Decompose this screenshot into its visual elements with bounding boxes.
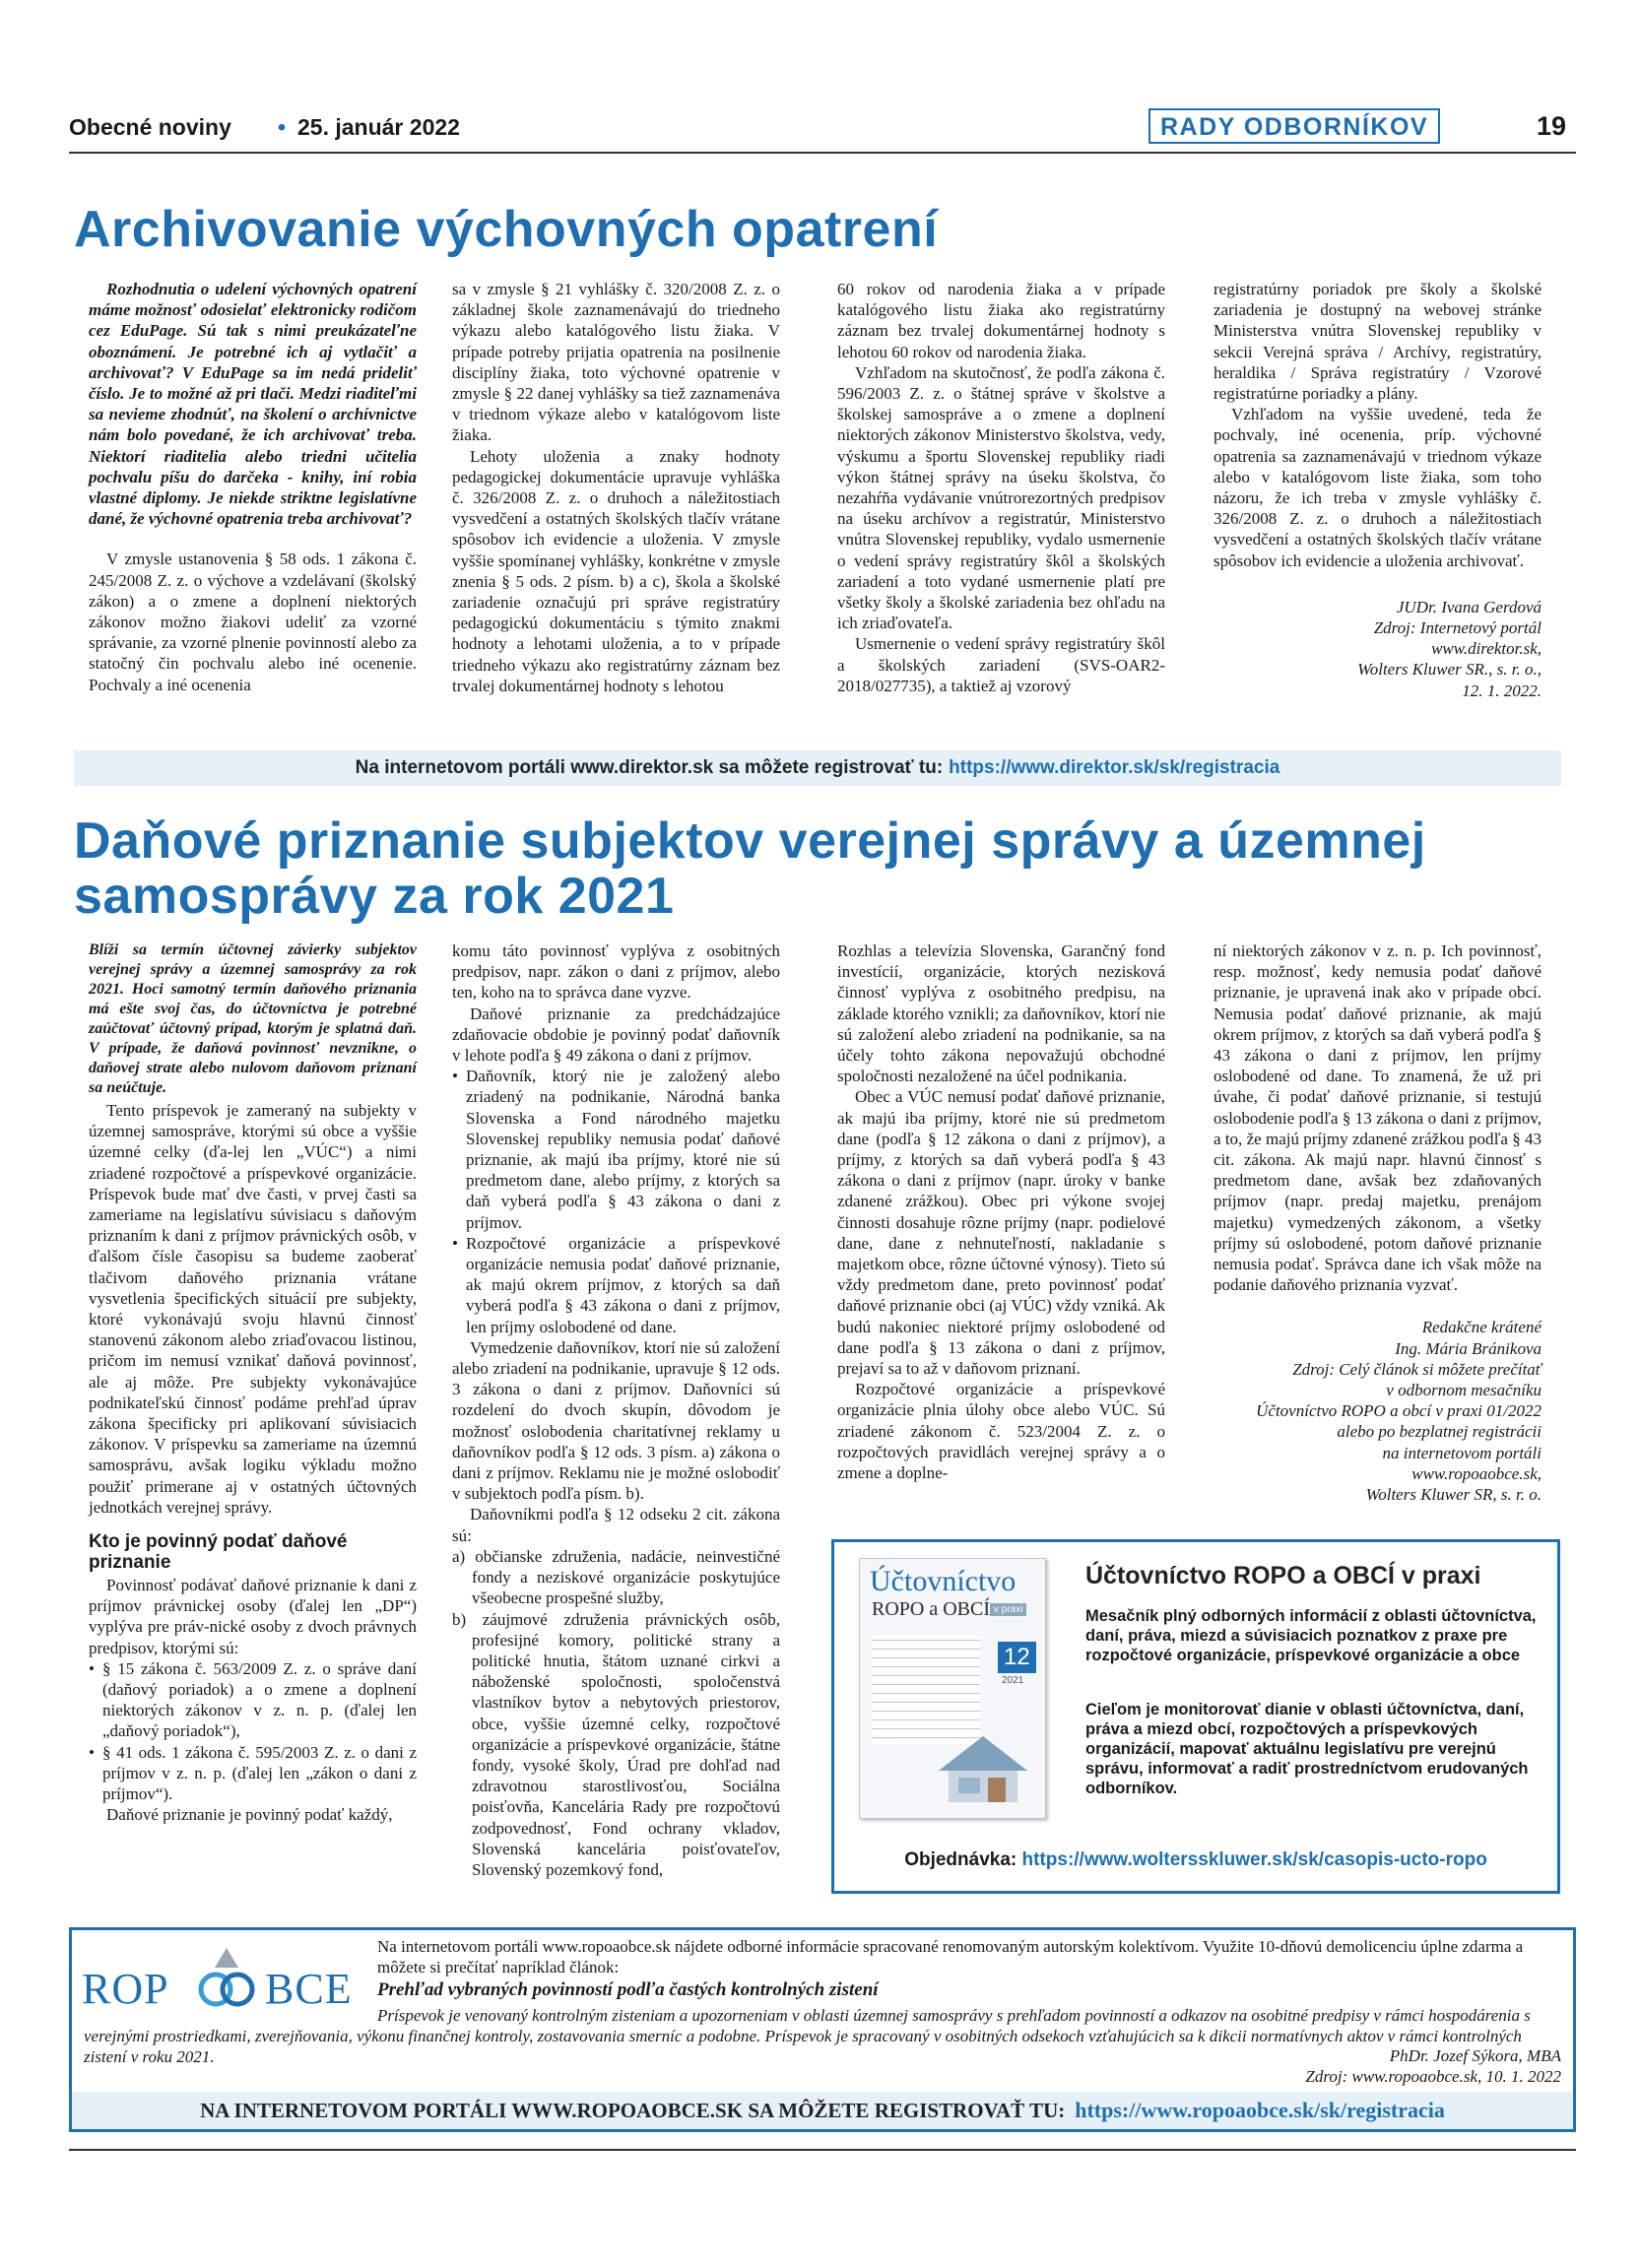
header-separator: •: [278, 114, 287, 140]
article1-col2: [452, 279, 780, 696]
promo-author: PhDr. Jozef Sýkora, MBA: [1389, 2046, 1561, 2065]
article2-paragraph: Vymedzenie daňovníkov, ktorí nie sú založení alebo zriadení na podnikanie, upravuje § 12 ods. 3 zákona o dani z príjmov. Daňovníci sú rozdelení do dvoch skupín, dôvodom je možnosť oslobodenia charitatívnej reklamy u daňovníkov podľa § 12 ods. 3 písm. a) zákona o dani z príjmov. Reklamu nie je možné oslobodiť v subjektoch podľa písm. b).: [452, 1337, 780, 1504]
logo-text: ROP: [82, 1965, 169, 2013]
promo-headline: Prehľad vybraných povinností podľa častých kontrolných zistení: [377, 1979, 879, 2000]
magazine-cover: [859, 1558, 1046, 1819]
header-rule: [69, 152, 1576, 154]
list-item: • § 15 zákona č. 563/2009 Z. z. o správe daní (daňový poriadok) a o zmene a doplnení niektorých zákonov v z. n. p. (ďalej len „daňový poriadok“),: [89, 1658, 417, 1742]
ad-description: Mesačník plný odborných informácií z oblasti účtovníctva, daní, práva, miezd a súvisiacich poznatkov z praxe pre rozpočtové organizácie, príspevkové organizácie a obce: [1085, 1607, 1537, 1664]
article2-paragraph: Rozpočtové organizácie a príspevkové organizácie plnia úlohy obce alebo VÚC. Sú zriadené zákonom č. 523/2004 Z. z. o rozpočtových pravidlách verejnej správy a o zmene a doplne-: [837, 1380, 1165, 1483]
article2-paragraph: Rozhlas a televízia Slovenska, Garančný fond investícií, organizácie, ktorých nezisková činnosť vyplýva z osobitného predpisu, na základe ktorého vznikli; za daňovníkov, ktorí nie sú založení alebo zriadení na podnikanie, sa na účely tohto zákona nepovažujú obchodné spoločnosti nezaložené na účel podnikania.: [837, 941, 1165, 1086]
article2-subheading: Kto je povinný podať daňové priznanie: [89, 1531, 348, 1574]
article2-paragraph: Daňovníkmi podľa § 12 odseku 2 cit. zákona sú:: [452, 1505, 780, 1545]
cover-title: Účtovníctvo: [870, 1565, 1017, 1597]
signature-line: na internetovom portáli: [1382, 1443, 1542, 1462]
signature-line: Zdroj: Celý článok si môžete prečítať: [1292, 1359, 1542, 1379]
article2-title-line: samosprávy za rok 2021: [74, 868, 675, 925]
article2-col3: [837, 940, 1165, 1483]
page-number: 19: [1537, 111, 1567, 141]
section-label: RADY ODBORNÍKOV: [1148, 108, 1440, 144]
article2-bullet-list: [452, 1066, 780, 1337]
article2-bullet-list: [89, 1658, 417, 1804]
article1-col3: [837, 279, 1165, 696]
signature-line: Wolters Kluwer SR, s. r. o.: [1365, 1485, 1542, 1505]
article2-paragraph: Daňové priznanie za predchádzajúce zdaňovacie obdobie je povinný podať daňovník v lehote podľa § 49 zákona o dani z príjmov.: [452, 1004, 780, 1066]
article2-paragraph: Daňové priznanie je povinný podať každý,: [106, 1805, 393, 1825]
cover-year: 2021: [1002, 1675, 1024, 1686]
article2-paragraph: Povinnosť podávať daňové priznanie k dani z príjmov právnickej osoby (ďalej len „DP“) vyplýva pre práv-nické osoby z dvoch právnych predpisov, ktorými sú:: [89, 1576, 417, 1657]
footer-rule: [69, 2149, 1576, 2151]
article2-col1: [89, 940, 417, 1826]
cover-badge: v praxi: [990, 1603, 1026, 1616]
article1-paragraph: 60 rokov od narodenia žiaka a v prípade katalógového listu žiaka ako registratúrny záznam bez trvalej dokumentárnej hodnoty s lehotou 60 rokov od narodenia žiaka.: [837, 280, 1165, 361]
signature-line: Účtovníctvo ROPO a obcí v praxi 01/2022: [1256, 1401, 1542, 1421]
article2-list-b: b) záujmové združenia právnických osôb, profesijné komory, politické strany a politické hnutia, štátom uznané cirkvi a náboženské spoločnosti, spoločenstvá vlastníkov bytov a nebytových priestorov, obce, vyššie územné celky, rozpočtové organizácie a príspevkové organizácie, štátne fondy, vysoké školy, Úrad pre dohľad nad zdravotnou starostlivosťou, Sociálna poisťovňa, Kancelária Rady pre rozpočtovú zodpovednosť, Fond ochrany vkladov, Slovenská kancelária poisťovateľov, Slovenský pozemkový fond,: [452, 1609, 780, 1879]
article2-col4: [1214, 940, 1542, 1505]
paper-name: Obecné noviny: [69, 114, 231, 140]
order-label: Objednávka:: [904, 1849, 1017, 1870]
cover-house-icon: [929, 1726, 1037, 1805]
article1-title: Archivovanie výchovných opatrení: [74, 201, 939, 258]
promo-source: Zdroj: www.ropoaobce.sk, 10. 1. 2022: [1305, 2067, 1561, 2086]
list-item: • Rozpočtové organizácie a príspevkové organizácie nemusia podať daňové priznanie, ak majú okrem príjmov, z ktorých sa daň vyberá podľa § 43 zákona o dani z príjmov, len príjmy oslobodené od dane.: [452, 1233, 780, 1337]
order-link[interactable]: https://www.woltersskluwer.sk/sk/casopis-ucto-ropo: [1021, 1849, 1487, 1870]
list-item: • § 41 ods. 1 zákona č. 595/2003 Z. z. o dani z príjmov v z. n. p. (ďalej len „zákon o dani z príjmov“).: [89, 1742, 417, 1805]
registration-text: Na internetovom portáli www.direktor.sk sa môžete registrovať tu:: [355, 757, 944, 778]
article2-col2: [452, 940, 780, 1880]
signature-line: Ing. Mária Bránikova: [1395, 1338, 1542, 1358]
article2-paragraph: ní niektorých zákonov v z. n. p. Ich povinnosť, resp. možnosť, kedy nemusia podať daňové priznanie, je upravená inak ako v prípade obcí. Nemusia podať daňové priznanie, ak majú okrem príjmov, z ktorých sa daň vyberá podľa § 43 zákona o dani z príjmov, len príjmy oslobodené od dane. To znamená, že už pri úvahe, či podať daňové priznanie, si testujú oslobodenie podľa § 13 zákona o dani z príjmov, a to, že majú príjmy zdanené zrážkou podľa § 43 cit. zákona. Ak majú napr. hlavnú činnosť s predmetom dane, avšak bez zdaňovaných príjmov (napr. predaj majetku, prenájom majetku) vymedzených zákonom, a všetky príjmy sú oslobodené, potom daňové priznanie nemusia podať. Správca dane ich však môže na podanie daňového priznania vyzvať.: [1214, 941, 1542, 1295]
article1-col4: [1214, 279, 1542, 701]
magazine-ad-box: [831, 1539, 1560, 1894]
cover-issue: 12: [998, 1642, 1036, 1673]
article1-paragraph: Vzhľadom na skutočnosť, že podľa zákona č. 596/2003 Z. z. o štátnej správe v školstve a školskej samospráve a o zmene a doplnení niektorých zákonov Ministerstvo školstva, vedy, výskumu a športu Slovenskej republiky riadi výkon štátnej správy na úseku školstva, čo nezahŕňa vydávanie vnútrorezortných predpisov na úseku archívov a registratúr, Ministerstvo vnútra Slovenskej republiky, vydalo usmernenie o vedení správy registratúry škôl a školských zariadení a toto vydané usmernenie platí pre všetky školy a školské zariadenia bez ohľadu na ich zriaďovateľa.: [837, 362, 1165, 633]
article1-paragraph: sa v zmysle § 21 vyhlášky č. 320/2008 Z. z. o základnej škole zaznamenávajú do triedneho výkazu alebo katalógového listu žiaka. V prípade potreby prijatia opatrenia na posilnenie disciplíny žiaka, toto výchovné opatrenie v zmysle § 22 danej vyhlášky sa tiež zaznamenáva v triednom výkaze alebo v katalógovom liste žiaka.: [452, 280, 780, 445]
logo-text: BCE: [265, 1965, 353, 2013]
article1-paragraph: Vzhľadom na vyššie uvedené, teda že pochvaly, iné ocenenia, príp. výchovné opatrenia sa zaznamenávajú v triednom výkaze alebo v katalógovom liste žiaka, som toho názoru, že ich treba v zmysle vyhlášky č. 326/2008 Z. z. o druhoch a náležitostiach vysvedčení a ostatných školských tlačív vrátane spôsobov ich evidencie a uloženia archivovať.: [1214, 405, 1542, 570]
signature-line: 12. 1. 2022.: [1462, 680, 1542, 700]
list-item: • Daňovník, ktorý nie je založený alebo zriadený na podnikanie, Národná banka Slovenska a Fond národného majetku Slovenskej republiky nemusia podať daňové priznanie, ak majú iba príjmy, ktoré nie sú predmetom dane, alebo príjmy, z ktorých sa daň vyberá podľa § 43 zákona o dani z príjmov.: [452, 1066, 780, 1233]
ad-order-line: [834, 1849, 1557, 1871]
article2-paragraph: komu táto povinnosť vyplýva z osobitných predpisov, napr. zákon o dani z príjmov, alebo ten, koho na to správca dane vyzve.: [452, 941, 780, 1003]
direktor-registration-bar: [74, 750, 1561, 786]
article1-col1: [89, 279, 417, 695]
direktor-registration-link[interactable]: https://www.direktor.sk/sk/registracia: [949, 757, 1280, 778]
article1-lead: Rozhodnutia o udelení výchovných opatrení máme možnosť odosielať elektronicky rodičom cez EduPage. Sú tak s nimi preukázateľne oboznámení. Je potrebné ich aj vytlačiť a archivovať? V EduPage sa im nedá prideliť číslo. Je to možné až pri tlači. Medzi riaditeľmi sa nevieme zhodnúť, na školení o archívnictve nám bolo povedané, že ich archivovať treba. Niektorí riaditelia alebo triedni učitelia pochvalu píšu do darčeka - knihy, iní robia vlastné diplomy. Je niekde striktne legislatívne dané, že výchovné opatrenia treba archivovať?: [89, 280, 417, 529]
article2-title: [74, 813, 1571, 924]
promo-body: Príspevok je venovaný kontrolným zisteniam a upozorneniam v oblasti územnej samosprávy s prehľadom povinností a odkazov na osobitné predpisy v rámci hospodárenia s verejnými prostriedkami, zverejňovania, výkonu finančnej kontroly, zostavovania smerníc a podobne. Príspevok je spracovaný v osobitných odsekoch vzťahujúcich sa k dikcii normatívnych aktov v rámci kontrolných zistení v roku 2021.: [84, 2006, 1531, 2066]
signature-line: JUDr. Ivana Gerdová: [1396, 597, 1542, 616]
signature-line: Zdroj: Internetový portál: [1373, 618, 1542, 638]
article1-paragraph: Usmernenie o vedení správy registratúry škôl a školských zariadení (SVS-OAR2-2018/027735), a taktiež aj vzorový: [837, 634, 1165, 695]
ropoaobce-registration-bar: [72, 2092, 1573, 2129]
article2-paragraph: Tento príspevok je zameraný na subjekty v územnej samospráve, ktorými sú obce a vyššie územné celky (ďa-lej len „VÚC“) a nimi zriadené rozpočtové a príspevkové organizácie. Príspevok bude mať dve časti, v prvej časti sa zameriame na legislatívu súvisiacu s daňovým priznaním k dani z príjmov právnických osôb, v ďalšom čísle časopisu sa budeme zaoberať tlačivom daňového priznania vrátane vysvetlenia špecifických situácií pre subjekty, ktoré vykonávajú svoju hlavnú činnosť stanovenú zákonom alebo zriaďovacou listinou, pričom im nemusí vznikať daňová povinnosť, ale aj môže. Pre subjekty vykonávajúce podnikateľskú činnosť podáme prehľad úprav zákona špecificky pri aplikovaní súvisiacich zákonov. V príspevku sa zameriame na územnú samosprávu, avšak logiku výkladu možno použiť primerane aj v ostatných účtovných jednotkách verejnej správy.: [89, 1101, 417, 1517]
signature-line: Redakčne krátené: [1421, 1318, 1542, 1337]
article1-signature: [1214, 597, 1542, 701]
registration-text: NA INTERNETOVOM PORTÁLI WWW.ROPOAOBCE.SK SA MÔŽETE REGISTROVAŤ TU:: [200, 2098, 1066, 2122]
signature-line: Wolters Kluwer SR., s. r. o.,: [1357, 660, 1542, 680]
article1-paragraph: V zmysle ustanovenia § 58 ods. 1 zákona č. 245/2008 Z. z. o výchove a vzdelávaní (školský zákon) a o zmene a doplnení niektorých zákonov možno žiakovi udeliť za vzorné správanie, za vzorné plnenie povinností alebo za statočný čin pochvalu alebo iné ocenenie. Pochvaly a iné ocenenia: [89, 550, 417, 694]
article1-paragraph: Lehoty uloženia a znaky hodnoty pedagogickej dokumentácie upravuje vyhláška č. 326/2008 Z. z. o druhoch a náležitostiach vysvedčení a ostatných školských tlačív vrátane spôsobov ich evidencie a uloženia. V zmysle vyššie spomínanej vyhlášky, konkrétne v zmysle znenia § 5 ods. 2 písm. b) a c), škola a školské zariadenie označujú pri správe registratúry pedagogickú dokumentáciu s týmito znakmi hodnoty a lehotami uloženia, a to v prípade triedneho výkazu ako registratúrny záznam bez trvalej dokumentárnej hodnoty s lehotou: [452, 446, 780, 695]
article2-paragraph: Obec a VÚC nemusí podať daňové priznanie, ak majú iba príjmy, ktoré nie sú predmetom dane (podľa § 12 zákona o dani z príjmov), a príjmy, z ktorých sa daň vyberá podľa § 43 zákona o dani z príjmov (napr. úroky v banke zdanené zrážkou). Obec pri výkone svojej činnosti dosahuje rôzne príjmy (napr. podielové dane, dane z nehnuteľností, nakladanie s majetkom obce, rôzne účtovné výnosy). Tieto sú vždy predmetom dane, preto povinnosť podať daňové priznanie obci (aj VÚC) vždy vzniká. Ak budú nakoniec niektoré príjmy oslobodené od dane podľa § 13 zákona o dani z príjmov, prejaví sa to až v daňovom priznaní.: [837, 1087, 1165, 1379]
signature-line: www.ropoaobce.sk,: [1411, 1463, 1542, 1483]
promo-intro: Na internetovom portáli www.ropoaobce.sk nájdete odborné informácie spracované renomovaným autorským kolektívom. Využite 10-dňovú demolicenciu úplne zdarma a môžete si prečítať napríklad článok:: [377, 1937, 1524, 1976]
issue-date: 25. január 2022: [297, 114, 460, 140]
signature-line: www.direktor.sk,: [1431, 639, 1542, 659]
article2-list-a: a) občianske združenia, nadácie, neinvestičné fondy a neziskové organizácie poskytujúce všeobecne prospešné služby,: [452, 1546, 780, 1608]
ropoaobce-promo-box: [69, 1927, 1576, 2132]
page-header: [69, 108, 1576, 148]
ad-description-2: Cieľom je monitorovať dianie v oblasti účtovníctva, daní, práva a miezd obcí, rozpočtových a príspevkových organizácií, mapovať aktuálnu legislatívu pre verejnú správu, informovať a radiť prostredníctvom erudovaných odborníkov.: [1085, 1701, 1529, 1797]
signature-line: alebo po bezplatnej registrácii: [1337, 1422, 1542, 1442]
article1-paragraph: registratúrny poriadok pre školy a školské zariadenia je dostupný na webovej stránke Ministerstva vnútra Slovenskej republiky v sekcii Verejná správa / Archívy, registratúry, heraldika / Správa registratúry / Vzorové registratúrne poriadky a plány.: [1214, 280, 1542, 404]
article2-title-line: Daňové priznanie subjektov verejnej správy a územnej: [74, 812, 1426, 870]
cover-subtitle: ROPO a OBCÍ: [872, 1598, 991, 1620]
article2-lead: Blíži sa termín účtovnej závierky subjektov verejnej správy a územnej samosprávy za rok 2021. Hoci samotný termín daňového priznania má ešte svoj čas, do účtovníctva je potrebné zaúčtovať účtovný prípad, ktorým je splatná daň. V prípade, že daňová povinnosť nevznikne, o daňovej strate alebo nulovom daňovom priznaní sa neúčtuje.: [89, 941, 417, 1096]
article2-signature: [1214, 1317, 1542, 1505]
ropoaobce-registration-link[interactable]: https://www.ropoaobce.sk/sk/registracia: [1075, 2098, 1445, 2122]
ad-title: Účtovníctvo ROPO a OBCÍ v praxi: [1085, 1562, 1481, 1589]
signature-line: v odbornom mesačníku: [1386, 1381, 1542, 1400]
